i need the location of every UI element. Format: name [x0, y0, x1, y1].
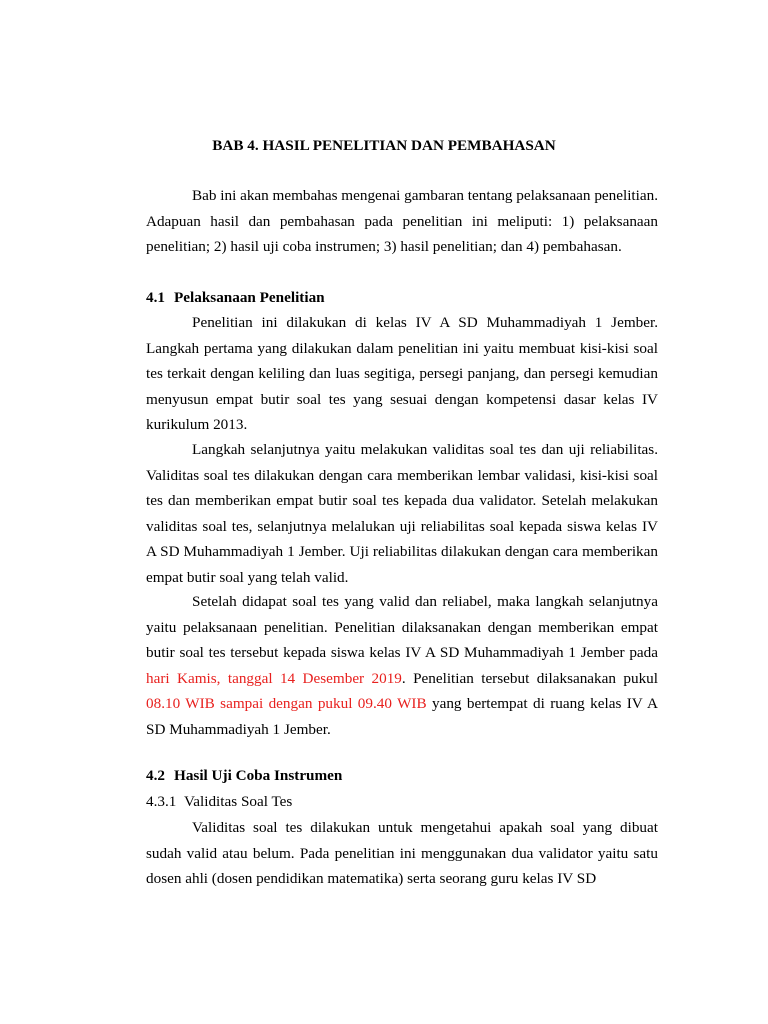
section-4-1-heading [146, 289, 325, 307]
section-4-3-1-heading [146, 793, 292, 811]
section-number: 4.3.1 [146, 793, 177, 810]
intro-paragraph: Bab ini akan membahas mengenai gambaran tentang pelaksanaan penelitian. Adapuan hasil dan pembahasan pada penelitian ini meliputi: 1) pelaksanaan penelitian; 2) hasil uji coba instrumen; 3) hasil penelitian; dan 4) pembahasan. [146, 187, 658, 255]
paragraph-text: yang bertempat di ruang kelas IV A SD Muhammadiyah 1 Jember. [146, 695, 658, 738]
paragraph-text: . Penelitian tersebut dilaksanakan pukul [401, 669, 658, 687]
section-4-2-heading [146, 767, 342, 785]
section-title: Hasil Uji Coba Instrumen [174, 767, 343, 784]
section-title: Pelaksanaan Penelitian [174, 289, 325, 306]
section-number: 4.2 [146, 767, 165, 784]
chapter-title: BAB 4. HASIL PENELITIAN DAN PEMBAHASAN [212, 137, 556, 154]
section-4-1-paragraph-3 [146, 589, 658, 742]
section-4-1-paragraph-2: Langkah selanjutnya yaitu melakukan validitas soal tes dan uji reliabilitas. Validitas soal tes dilakukan dengan cara memberikan lembar validasi, kisi-kisi soal tes dan memberikan empat butir soal tes kepada dua validator. Setelah melakukan validitas soal tes, selanjutnya melalukan uji reliabilitas soal kepada siswa kelas IV A SD Muhammadiyah 1 Jember. Uji reliabilitas dilakukan dengan cara memberikan empat butir soal yang telah valid. [146, 441, 658, 586]
highlighted-time: 08.10 WIB sampai dengan pukul 09.40 WIB [146, 695, 427, 712]
section-4-1-paragraph-1: Penelitian ini dilakukan di kelas IV A SD Muhammadiyah 1 Jember. Langkah pertama yang dilakukan dalam penelitian ini yaitu membuat kisi-kisi soal tes terkait dengan keliling dan luas segitiga, persegi panjang, dan persegi kemudian menyusun empat butir soal tes yang sesuai dengan kompetensi dasar kelas IV kurikulum 2013. [146, 314, 658, 433]
paragraph-text: Setelah didapat soal tes yang valid dan reliabel, maka langkah selanjutnya yaitu pelaksanaan penelitian. Penelitian dilaksanakan dengan memberikan empat butir soal tes tersebut kepada siswa kelas IV A SD Muhammadiyah 1 Jember pada [146, 593, 658, 661]
section-number: 4.1 [146, 289, 165, 306]
section-4-3-1-paragraph-1: Validitas soal tes dilakukan untuk mengetahui apakah soal yang dibuat sudah valid atau belum. Pada penelitian ini menggunakan dua validator yaitu satu dosen ahli (dosen pendidikan matematika) serta seorang guru kelas IV SD [146, 819, 658, 887]
highlighted-date: hari Kamis, tanggal 14 Desember 2019 [146, 669, 402, 687]
section-title: Validitas Soal Tes [184, 793, 293, 810]
